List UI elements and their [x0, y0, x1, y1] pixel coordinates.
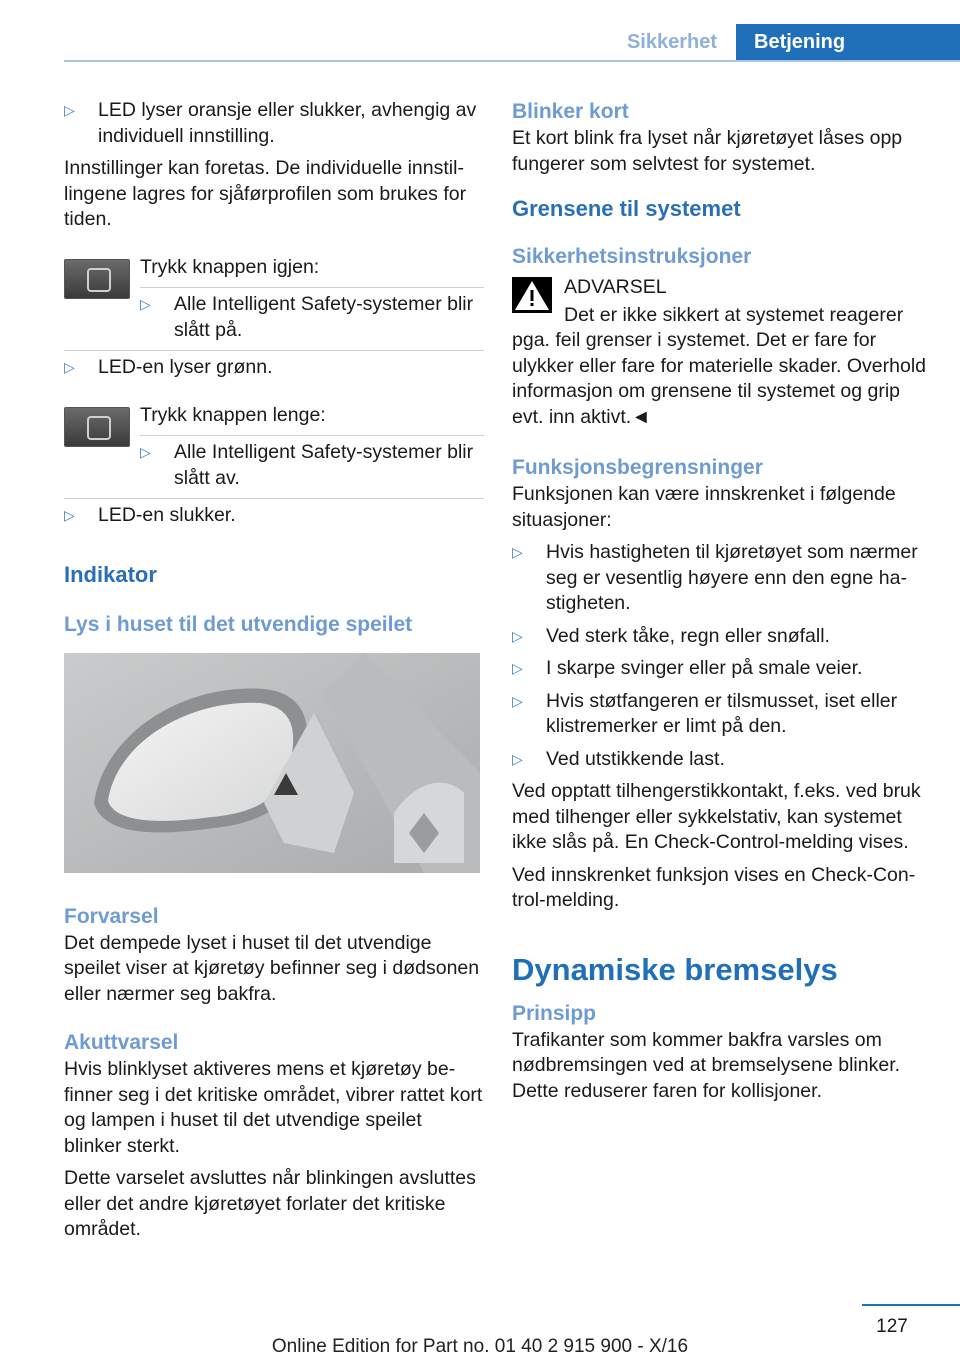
heading-sikkerhetsinstruksjoner: Sikkerhetsinstruksjoner [512, 245, 752, 268]
bullet-triangle-icon: ▷ [512, 660, 523, 676]
paragraph: Innstillinger kan foretas. De individuelle innstillingene lagres for sjåførprofilen som brukes for tiden. [64, 157, 467, 230]
paragraph: Ved innskrenket funksjon vises en Check-Control-melding. [512, 863, 916, 911]
left-column [64, 98, 484, 1250]
list-item [64, 503, 484, 529]
heading-grensene: Grensene til systemet [512, 196, 741, 221]
bullet-triangle-icon: ▷ [64, 507, 75, 523]
list-item-text: LED lyser oransje eller slukker, avhengig av individuell innstilling. [98, 99, 477, 147]
warning-icon [512, 277, 552, 313]
footer-edition: Online Edition for Part no. 01 40 2 915 900 - X/16 [271, 1336, 689, 1357]
list-item [512, 656, 932, 682]
heading-indikator: Indikator [64, 561, 157, 587]
paragraph: Hvis blinklyset aktiveres mens et kjøretøy befinner seg i det kritiske området, vibrer rattet kort og lampen i huset til det utvendige speilet blinker sterkt. [64, 1058, 483, 1157]
warning-title: ADVARSEL [564, 276, 667, 298]
list-item [64, 355, 484, 381]
button-instruction [64, 403, 484, 492]
tab-betjening[interactable]: Betjening [736, 24, 960, 60]
page-number: 127 [876, 1316, 908, 1337]
list-item [64, 98, 484, 149]
warning-text: Det er ikke sikkert at systemet reagerer [564, 303, 904, 326]
list-item-text: Hvis hastigheten til kjøretøyet som nærmer seg er vesentlig høyere enn den egne hastigheten. [546, 541, 918, 614]
list-item [512, 540, 932, 617]
list-item-text: Ved sterk tåke, regn eller snøfall. [546, 624, 830, 647]
list-item [512, 624, 932, 650]
warning-text: pga. feil grenser i systemet. Det er fare for ulykker eller fare for materielle skader. Overhold informasjon om grensene til systemet og grip evt. inn aktivt.◄ [512, 329, 927, 428]
heading-blinker-kort: Blinker kort [512, 100, 629, 123]
heading-prinsipp: Prinsipp [512, 1001, 597, 1025]
list-item-text: LED-en slukker. [98, 504, 236, 526]
tab-sikkerhet[interactable]: Sikkerhet [626, 31, 718, 53]
heading-lys: Lys i huset til det utvendige speilet [64, 612, 413, 636]
instruction-text: Trykk knappen lenge: [140, 403, 326, 426]
instruction-text: Trykk knappen igjen: [140, 255, 320, 278]
bullet-triangle-icon: ▷ [64, 102, 75, 118]
list-item-text: I skarpe svinger eller på smale veier. [546, 657, 863, 679]
bullet-triangle-icon: ▷ [512, 627, 523, 644]
mirror-image [64, 653, 480, 873]
warning-box [512, 275, 932, 430]
safety-button-icon [64, 407, 130, 447]
list-item-text: Hvis støtfangeren er tilsmusset, iset eller klistremerker er limt på den. [546, 689, 898, 737]
paragraph: Funksjonen kan være innskrenket i følgende situasjoner: [512, 483, 896, 531]
list-item [512, 689, 932, 740]
paragraph: Et kort blink fra lyset når kjøretøyet låses opp fungerer som selvtest for systemet. [512, 127, 903, 175]
paragraph: Ved opptatt tilhengerstikkontakt, f.eks. ved bruk med tilhenger eller sykkelstativ, kan systemet ikke slås på. En Check-Control-melding vises. [512, 780, 921, 853]
heading-funksjonsbegrensninger: Funksjonsbegrensninger [512, 456, 763, 479]
heading-dynamiske-bremselys: Dynamiske bremselys [512, 951, 838, 987]
paragraph: Dette varselet avsluttes når blinkingen avsluttes eller det andre kjøretøyet forlater det kritiske området. [64, 1167, 476, 1240]
list-item [512, 747, 932, 773]
right-column [512, 98, 932, 1111]
bullet-triangle-icon: ▷ [140, 444, 151, 460]
safety-button-icon [64, 259, 130, 299]
button-instruction [64, 255, 484, 344]
paragraph: Det dempede lyset i huset til det utvendige speilet viser at kjøretøy befinner seg i dødsonen eller nærmer seg bakfra. [64, 931, 480, 1005]
bullet-triangle-icon: ▷ [512, 692, 523, 709]
list-item-text: LED-en lyser grønn. [98, 356, 273, 378]
list-item-text: Alle Intelligent Safety-systemer blir slått av. [174, 441, 474, 489]
bullet-triangle-icon: ▷ [140, 296, 151, 312]
bullet-triangle-icon: ▷ [512, 544, 523, 560]
paragraph: Trafikanter som kommer bakfra varsles om nødbremsingen ved at bremselysene blinker. Dette reduserer faren for kollisjoner. [512, 1028, 901, 1102]
bullet-triangle-icon: ▷ [512, 750, 523, 767]
footer-rule [862, 1304, 960, 1306]
heading-forvarsel: Forvarsel [64, 904, 159, 928]
list-item [140, 440, 484, 491]
list-item-text: Ved utstikkende last. [546, 747, 725, 770]
bullet-triangle-icon: ▷ [64, 359, 75, 375]
header-rule [64, 60, 960, 62]
list-item-text: Alle Intelligent Safety-systemer blir slått på. [174, 293, 474, 341]
heading-akuttvarsel: Akuttvarsel [64, 1031, 179, 1054]
list-item [140, 292, 484, 343]
